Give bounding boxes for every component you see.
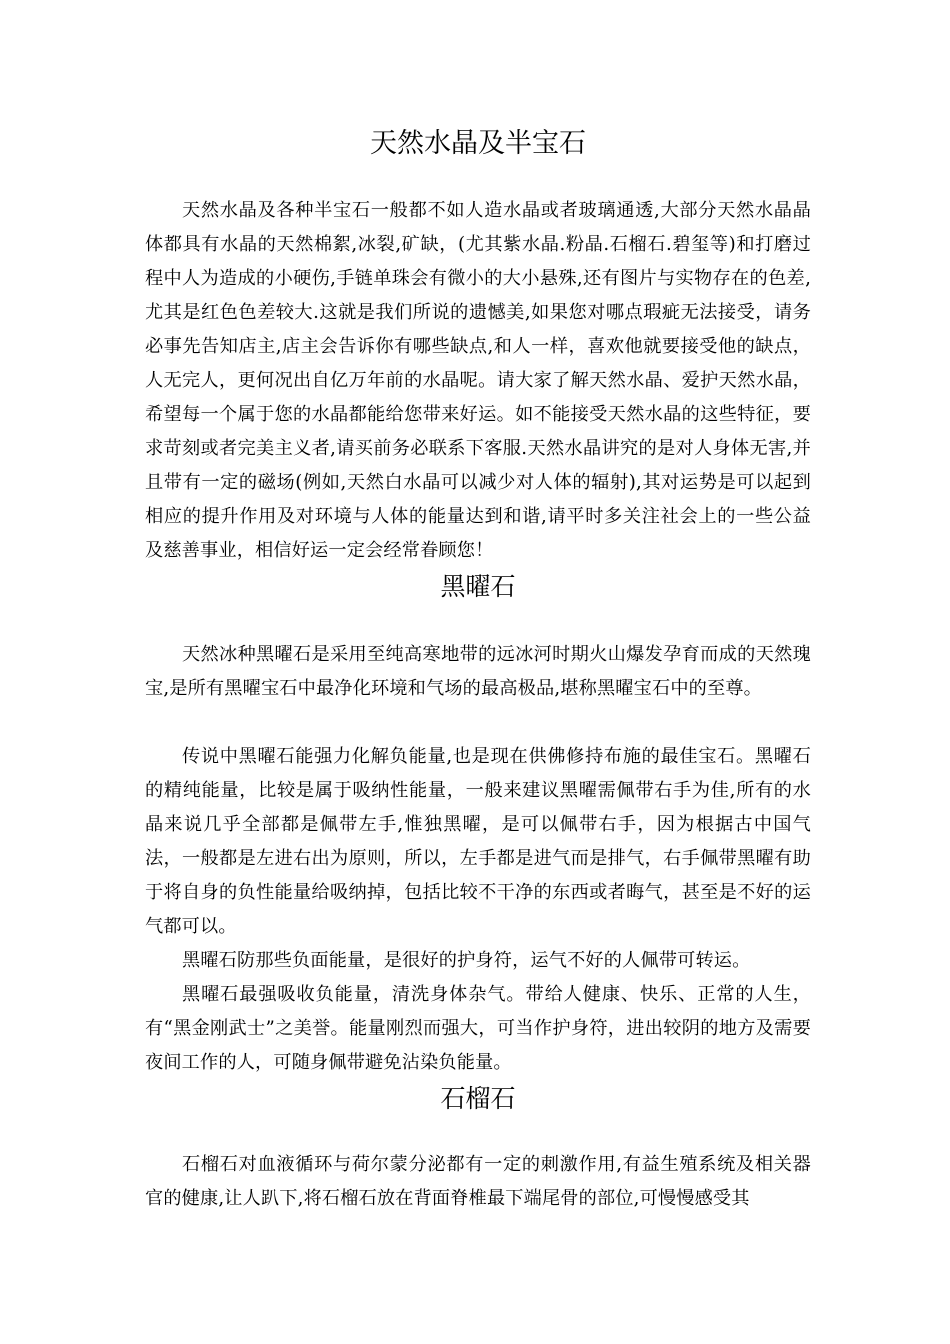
- obsidian-paragraph-3: 黑曜石防那些负面能量，是很好的护身符，运气不好的人佩带可转运。: [182, 950, 751, 971]
- garnet-paragraph-1: 石榴石对血液循环与荷尔蒙分泌都有一定的刺激作用,有益生殖系统及相关器官的健康,让人趴下,将石榴石放在背面脊椎最下端尾骨的部位,可慢慢感受其: [145, 1154, 811, 1209]
- section-heading-garnet: 石榴石: [440, 1084, 516, 1113]
- section-heading-obsidian: 黑曜石: [440, 572, 516, 601]
- obsidian-paragraph-1: 天然冰种黑曜石是采用至纯高寒地带的远冰河时期火山爆发孕育而成的天然瑰宝,是所有黑曜宝石中最净化环境和气场的最高极品,堪称黑曜宝石中的至尊。: [145, 644, 811, 699]
- intro-paragraph: 天然水晶及各种半宝石一般都不如人造水晶或者玻璃通透,大部分天然水晶晶体都具有水晶的天然棉絮,冰裂,矿缺，(尤其紫水晶.粉晶.石榴石.碧玺等)和打磨过程中人为造成的小硬伤,手链单珠会有微小的大小悬殊,还有图片与实物存在的色差,尤其是红色色差较大.这就是我们所说的遗憾美,如果您对哪点瑕疵无法接受，请务必事先告知店主,店主会告诉你有哪些缺点,和人一样，喜欢他就要接受他的缺点，人无完人，更何况出自亿万年前的水晶呢。请大家了解天然水晶、爱护天然水晶，希望每一个属于您的水晶都能给您带来好运。如不能接受天然水晶的这些特征，要求苛刻或者完美主义者,请买前务必联系下客服.天然水晶讲究的是对人身体无害,并且带有一定的磁场(例如,天然白水晶可以减少对人体的辐射),其对运势是可以起到相应的提升作用及对环境与人体的能量达到和谐,请平时多关注社会上的一些公益及慈善事业，相信好运一定会经常眷顾您！: [145, 200, 811, 561]
- obsidian-paragraph-4: 黑曜石最强吸收负能量，清洗身体杂气。带给人健康、快乐、正常的人生，有“黑金刚武士”之美誉。能量刚烈而强大，可当作护身符，进出较阴的地方及需要夜间工作的人，可随身佩带避免沾染负能量。: [145, 984, 811, 1073]
- obsidian-paragraph-2: 传说中黑曜石能强力化解负能量,也是现在供佛修持布施的最佳宝石。黑曜石的精纯能量，比较是属于吸纳性能量，一般来建议黑曜需佩带右手为佳,所有的水晶来说几乎全部都是佩带左手,惟独黑曜，是可以佩带右手，因为根据古中国气法，一般都是左进右出为原则，所以，左手都是进气而是排气，右手佩带黑曜有助于将自身的负性能量给吸纳掉，包括比较不干净的东西或者晦气，甚至是不好的运气都可以。: [145, 746, 811, 937]
- document-title: 天然水晶及半宝石: [370, 128, 586, 159]
